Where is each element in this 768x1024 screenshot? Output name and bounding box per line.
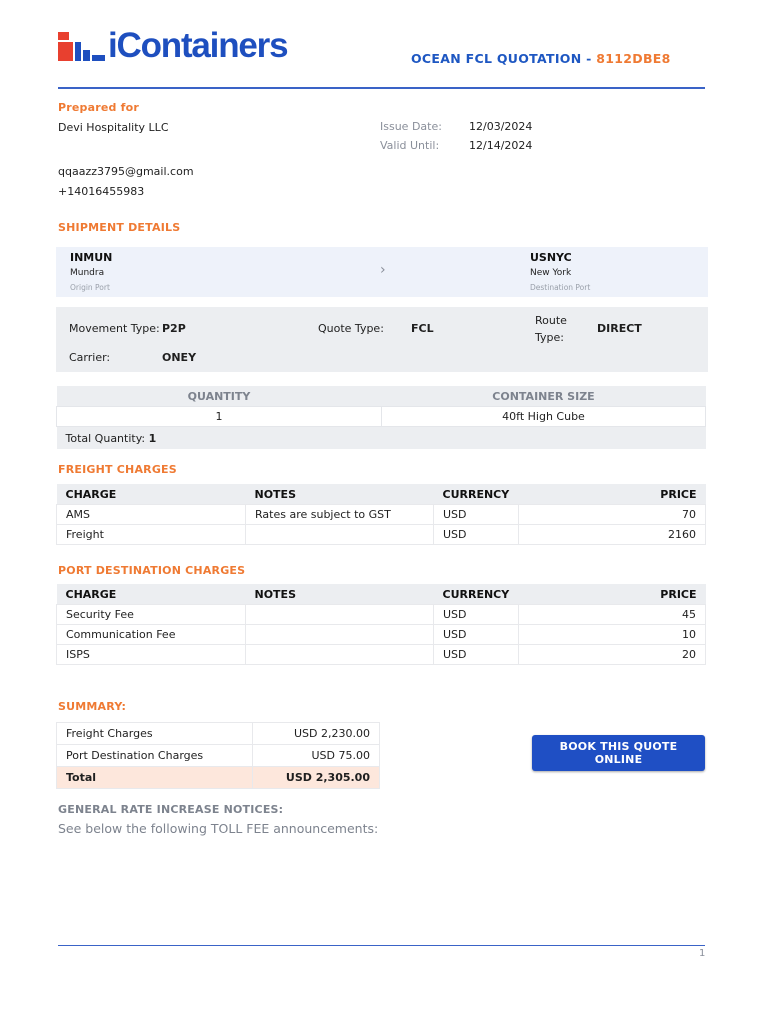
table-row xyxy=(57,605,706,625)
summary-total-value: USD 2,305.00 xyxy=(253,767,380,789)
charge-cell: AMS xyxy=(57,505,246,525)
logo-mark-icon xyxy=(58,30,106,62)
issue-date-value: 12/03/2024 xyxy=(469,120,533,133)
charge-header: CHARGE xyxy=(57,584,246,605)
charge-cell: ISPS xyxy=(57,645,246,665)
origin-port-caption: Origin Port xyxy=(70,283,110,292)
summary-total-label: Total xyxy=(57,767,253,789)
notes-cell xyxy=(246,525,434,545)
currency-header: CURRENCY xyxy=(434,584,519,605)
icontainers-logo xyxy=(58,28,287,64)
price-header: PRICE xyxy=(518,484,705,505)
quantity-header: QUANTITY xyxy=(57,386,382,407)
table-row xyxy=(57,525,706,545)
carrier-value: ONEY xyxy=(162,351,197,364)
page-number: 1 xyxy=(699,948,706,959)
movement-type-label: Movement Type: xyxy=(69,322,160,335)
destination-port-code: USNYC xyxy=(530,251,572,264)
quantity-table xyxy=(56,386,706,449)
notes-cell: Rates are subject to GST xyxy=(246,505,434,525)
charge-cell: Security Fee xyxy=(57,605,246,625)
carrier-label: Carrier: xyxy=(69,351,111,364)
currency-cell: USD xyxy=(434,605,519,625)
total-quantity-label: Total Quantity: xyxy=(65,431,146,445)
charge-header: CHARGE xyxy=(57,484,246,505)
price-cell: 70 xyxy=(518,505,705,525)
quote-type-label: Quote Type: xyxy=(318,322,384,335)
gri-notices-label: GENERAL RATE INCREASE NOTICES: xyxy=(58,803,284,816)
route-type-value: DIRECT xyxy=(597,322,642,335)
total-quantity xyxy=(57,427,706,450)
currency-cell: USD xyxy=(434,645,519,665)
quotation-title-prefix: OCEAN FCL QUOTATION - xyxy=(411,51,597,66)
summary-total-row xyxy=(57,767,380,789)
price-cell: 2160 xyxy=(518,525,705,545)
currency-header: CURRENCY xyxy=(434,484,519,505)
header-divider xyxy=(58,87,705,89)
table-row xyxy=(57,745,380,767)
summary-freight-label: Freight Charges xyxy=(57,723,253,745)
container-size-header: CONTAINER SIZE xyxy=(382,386,706,407)
price-header: PRICE xyxy=(518,584,705,605)
quantity-cell: 1 xyxy=(57,407,382,427)
destination-port-city: New York xyxy=(530,268,572,278)
quote-type-value: FCL xyxy=(411,322,434,335)
book-quote-online-button[interactable]: BOOK THIS QUOTE ONLINE xyxy=(532,735,705,771)
notes-header: NOTES xyxy=(246,484,434,505)
table-row xyxy=(57,505,706,525)
notes-cell xyxy=(246,625,434,645)
notes-cell xyxy=(246,645,434,665)
summary-label: SUMMARY: xyxy=(58,700,127,713)
route-type-label-line2: Type: xyxy=(535,331,564,344)
summary-freight-value: USD 2,230.00 xyxy=(253,723,380,745)
movement-type-value: P2P xyxy=(162,322,186,335)
notes-cell xyxy=(246,605,434,625)
footer-divider xyxy=(58,945,705,946)
summary-table xyxy=(56,722,380,789)
issue-date-label: Issue Date: xyxy=(380,120,442,133)
summary-port-label: Port Destination Charges xyxy=(57,745,253,767)
total-quantity-value: 1 xyxy=(148,431,157,445)
quotation-id: 8112DBE8 xyxy=(596,51,671,66)
notes-header: NOTES xyxy=(246,584,434,605)
gri-notices-text: See below the following TOLL FEE announcements: xyxy=(58,821,379,836)
charge-cell: Communication Fee xyxy=(57,625,246,645)
port-destination-charges-label: PORT DESTINATION CHARGES xyxy=(58,564,246,577)
destination-port-caption: Destination Port xyxy=(530,283,591,292)
origin-port-code: INMUN xyxy=(70,251,113,264)
shipment-details-label: SHIPMENT DETAILS xyxy=(58,221,181,234)
prepared-for-label: Prepared for xyxy=(58,101,140,114)
port-destination-charges-table xyxy=(56,584,706,665)
customer-email: qqaazz3795@gmail.com xyxy=(58,165,194,178)
currency-cell: USD xyxy=(434,625,519,645)
logo-text: iContainers xyxy=(108,26,288,65)
price-cell: 45 xyxy=(518,605,705,625)
customer-company: Devi Hospitality LLC xyxy=(58,121,169,134)
chevron-right-icon: › xyxy=(380,262,386,278)
table-row xyxy=(57,407,706,427)
freight-charges-table xyxy=(56,484,706,545)
summary-port-value: USD 75.00 xyxy=(253,745,380,767)
valid-until-value: 12/14/2024 xyxy=(469,139,533,152)
freight-charges-label: FREIGHT CHARGES xyxy=(58,463,177,476)
price-cell: 10 xyxy=(518,625,705,645)
table-row xyxy=(57,625,706,645)
charge-cell: Freight xyxy=(57,525,246,545)
customer-phone: +14016455983 xyxy=(58,185,145,198)
price-cell: 20 xyxy=(518,645,705,665)
currency-cell: USD xyxy=(434,525,519,545)
origin-port-city: Mundra xyxy=(70,268,105,278)
movement-details-box xyxy=(56,307,708,372)
quotation-title xyxy=(411,51,671,66)
currency-cell: USD xyxy=(434,505,519,525)
valid-until-label: Valid Until: xyxy=(380,139,440,152)
table-row xyxy=(57,723,380,745)
container-size-cell: 40ft High Cube xyxy=(382,407,706,427)
table-row xyxy=(57,645,706,665)
route-type-label-line1: Route xyxy=(535,314,567,327)
